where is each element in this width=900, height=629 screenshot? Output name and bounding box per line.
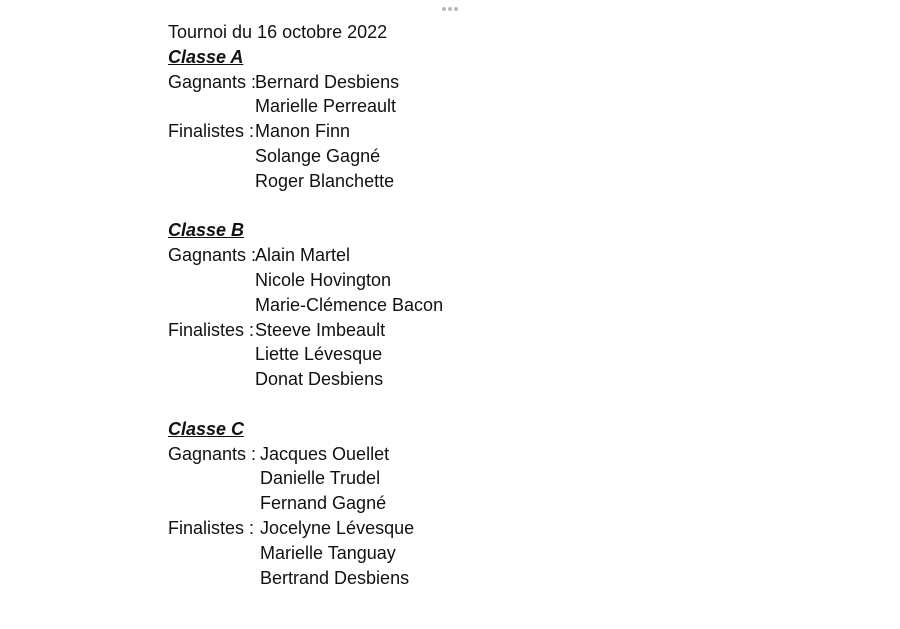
winner-row bbox=[168, 268, 768, 293]
label-spacer bbox=[168, 144, 255, 169]
finalist-name: Solange Gagné bbox=[255, 145, 381, 166]
label-spacer bbox=[168, 342, 255, 367]
label-spacer bbox=[168, 566, 260, 591]
section-heading: Classe B bbox=[168, 220, 245, 241]
finalist-row bbox=[168, 144, 768, 169]
blank-line bbox=[168, 194, 768, 219]
finalist-row bbox=[168, 342, 768, 367]
finalist-row bbox=[168, 119, 768, 144]
label-spacer bbox=[168, 268, 255, 293]
winner-name: Marie-Clémence Bacon bbox=[255, 294, 444, 315]
label-spacer bbox=[168, 293, 255, 318]
winner-name: Nicole Hovington bbox=[255, 269, 392, 290]
winners-label: Gagnants : bbox=[168, 71, 257, 92]
winners-label: Gagnants : bbox=[168, 443, 257, 464]
finalist-row bbox=[168, 516, 768, 541]
winner-row bbox=[168, 243, 768, 268]
section-classe-b bbox=[168, 218, 768, 392]
document-body bbox=[168, 20, 768, 590]
section-heading: Classe C bbox=[168, 418, 245, 439]
finalist-name: Marielle Tanguay bbox=[260, 542, 396, 563]
finalists-label: Finalistes : bbox=[168, 121, 255, 142]
finalists-label: Finalistes : bbox=[168, 319, 255, 340]
section-heading: Classe A bbox=[168, 46, 244, 67]
label-spacer bbox=[168, 466, 260, 491]
label-spacer bbox=[168, 94, 255, 119]
finalist-name: Jocelyne Lévesque bbox=[260, 517, 415, 538]
finalist-name: Donat Desbiens bbox=[255, 369, 384, 390]
winner-name: Alain Martel bbox=[255, 245, 351, 266]
section-classe-a bbox=[168, 45, 768, 194]
winner-row bbox=[168, 94, 768, 119]
label-spacer bbox=[168, 169, 255, 194]
handle-dot bbox=[442, 7, 446, 11]
winner-row bbox=[168, 70, 768, 95]
finalist-name: Manon Finn bbox=[255, 121, 351, 142]
finalist-row bbox=[168, 541, 768, 566]
label-spacer bbox=[168, 541, 260, 566]
winner-row bbox=[168, 442, 768, 467]
winner-name: Fernand Gagné bbox=[260, 493, 387, 514]
finalist-name: Roger Blanchette bbox=[255, 170, 395, 191]
handle-dot bbox=[454, 7, 458, 11]
finalist-name: Bertrand Desbiens bbox=[260, 567, 410, 588]
winner-name: Marielle Perreault bbox=[255, 96, 397, 117]
finalist-name: Steeve Imbeault bbox=[255, 319, 386, 340]
label-spacer bbox=[168, 367, 255, 392]
winner-name: Jacques Ouellet bbox=[260, 443, 390, 464]
finalists-label: Finalistes : bbox=[168, 517, 255, 538]
label-spacer bbox=[168, 491, 260, 516]
blank-line bbox=[168, 392, 768, 417]
more-horizontal-icon[interactable] bbox=[441, 6, 459, 11]
handle-dot bbox=[448, 7, 452, 11]
finalist-name: Liette Lévesque bbox=[255, 344, 383, 365]
winner-row bbox=[168, 466, 768, 491]
winner-name: Danielle Trudel bbox=[260, 468, 381, 489]
document-title: Tournoi du 16 octobre 2022 bbox=[168, 22, 388, 42]
finalist-row bbox=[168, 169, 768, 194]
winner-row bbox=[168, 491, 768, 516]
finalist-row bbox=[168, 318, 768, 343]
winner-row bbox=[168, 293, 768, 318]
section-classe-c bbox=[168, 417, 768, 591]
winners-label: Gagnants : bbox=[168, 245, 257, 266]
finalist-row bbox=[168, 367, 768, 392]
finalist-row bbox=[168, 566, 768, 591]
winner-name: Bernard Desbiens bbox=[255, 71, 400, 92]
